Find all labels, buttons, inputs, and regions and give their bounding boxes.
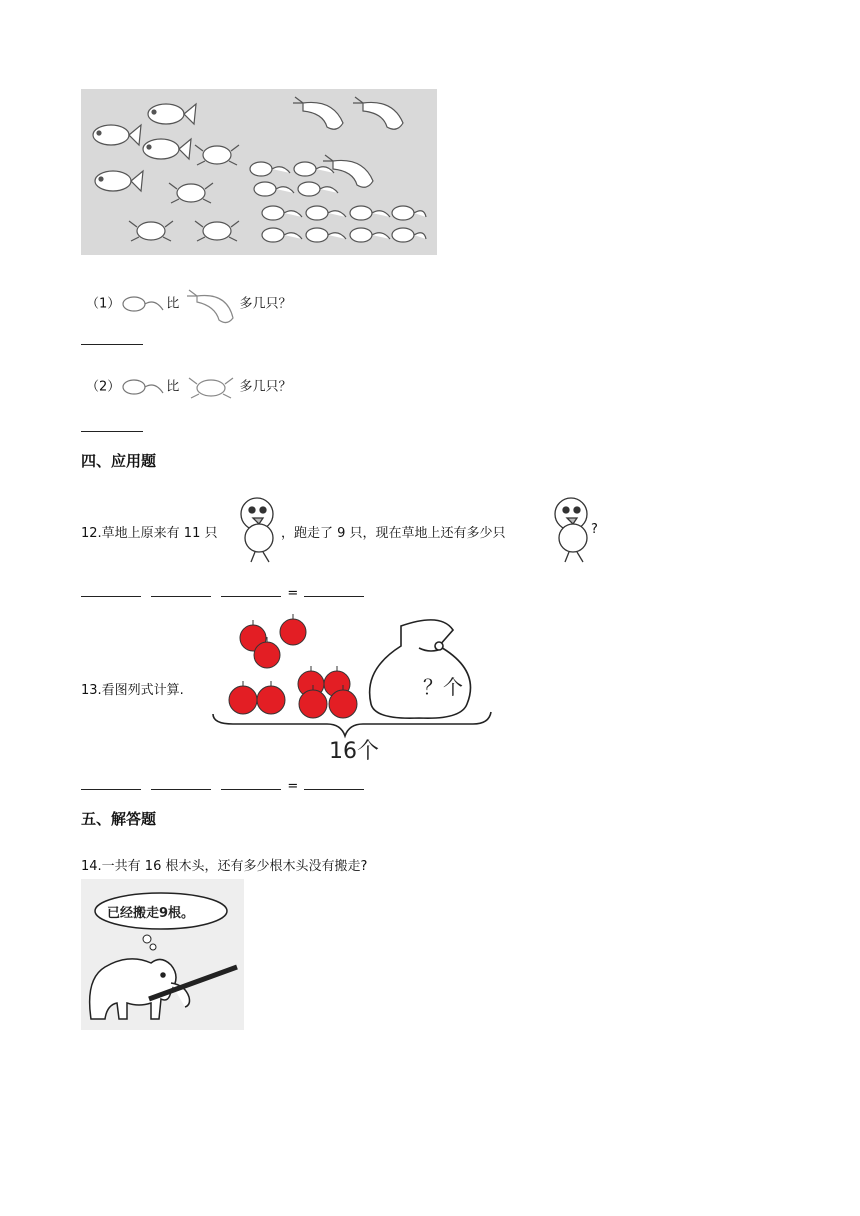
part-2-prefix: （2） <box>86 379 121 395</box>
equation-blank[interactable] <box>151 777 211 790</box>
elephant-illustration <box>81 879 244 1030</box>
fish-icon <box>95 171 143 191</box>
apple-icon <box>229 681 257 714</box>
question-12-text-b: ，跑走了 9 只，现在草地上还有多少只 <box>281 526 506 541</box>
question-13-text: 13.看图列式计算. <box>81 683 184 698</box>
tadpole-icon <box>294 162 334 176</box>
question-13-equation <box>81 777 364 794</box>
question-14-text: 14.一共有 16 根木头，还有多少根木头没有搬走? <box>81 859 368 874</box>
equation-blank[interactable] <box>81 584 141 597</box>
part-1-suffix: 多几只？ <box>239 296 292 312</box>
question-12-text-a: 12.草地上原来有 11 只 <box>81 526 218 541</box>
tadpole-icon <box>262 228 302 242</box>
section-5-title: 五、解答题 <box>81 810 157 828</box>
tadpole-icon <box>262 206 302 220</box>
apple-icon <box>257 681 285 714</box>
shrimp-icon <box>183 284 239 324</box>
equation-blank[interactable] <box>221 777 281 790</box>
elephant-picture <box>81 879 244 1030</box>
comparison-word: 比 <box>166 296 180 312</box>
tadpole-icon <box>120 376 166 398</box>
chick-icon <box>547 494 597 564</box>
shrimp-icon <box>353 97 403 129</box>
tadpole-icon <box>254 182 294 196</box>
question-11-part-2 <box>86 374 291 404</box>
equals-sign: = <box>287 586 299 601</box>
tadpole-icon <box>350 206 390 220</box>
crab-icon <box>195 221 239 241</box>
shrimp-icon <box>293 97 343 129</box>
question-12-equation <box>81 584 364 601</box>
fish-icon <box>143 139 191 159</box>
total-label: 16个 <box>329 739 379 764</box>
part-1-prefix: （1） <box>86 296 121 312</box>
animals-picture <box>81 89 437 255</box>
tadpole-icon <box>298 182 338 196</box>
tadpole-icon <box>392 228 426 242</box>
tadpole-icon <box>120 293 166 315</box>
tadpole-icon <box>306 228 346 242</box>
equation-blank[interactable] <box>221 584 281 597</box>
part-2-suffix: 多几只？ <box>239 379 292 395</box>
equation-blank[interactable] <box>81 777 141 790</box>
answer-blank[interactable] <box>304 584 364 597</box>
crab-icon <box>169 183 213 203</box>
chick-icon <box>233 494 283 564</box>
answer-blank-1[interactable] <box>81 344 143 345</box>
answer-blank[interactable] <box>304 777 364 790</box>
question-12-text-c: ? <box>591 522 598 537</box>
section-4-title: 四、应用题 <box>81 452 157 470</box>
tadpole-icon <box>350 228 390 242</box>
bag-icon <box>370 620 471 718</box>
fish-icon <box>93 125 141 145</box>
comparison-word: 比 <box>166 379 180 395</box>
tadpole-icon <box>250 162 290 176</box>
question-11-part-1 <box>86 284 291 316</box>
apples-and-bag-picture <box>205 610 495 770</box>
animals-illustration <box>81 89 437 255</box>
apple-icon <box>280 614 306 645</box>
answer-blank-2[interactable] <box>81 431 143 432</box>
tadpole-icon <box>392 206 426 220</box>
crab-icon <box>195 145 239 165</box>
fish-icon <box>148 104 196 124</box>
equation-blank[interactable] <box>151 584 211 597</box>
bubble-text: 已经搬走9根。 <box>107 906 195 921</box>
bag-label: ？个 <box>423 675 463 699</box>
tadpole-icon <box>306 206 346 220</box>
crab-icon <box>129 221 173 241</box>
equals-sign: = <box>287 779 299 794</box>
crab-icon <box>183 374 239 400</box>
